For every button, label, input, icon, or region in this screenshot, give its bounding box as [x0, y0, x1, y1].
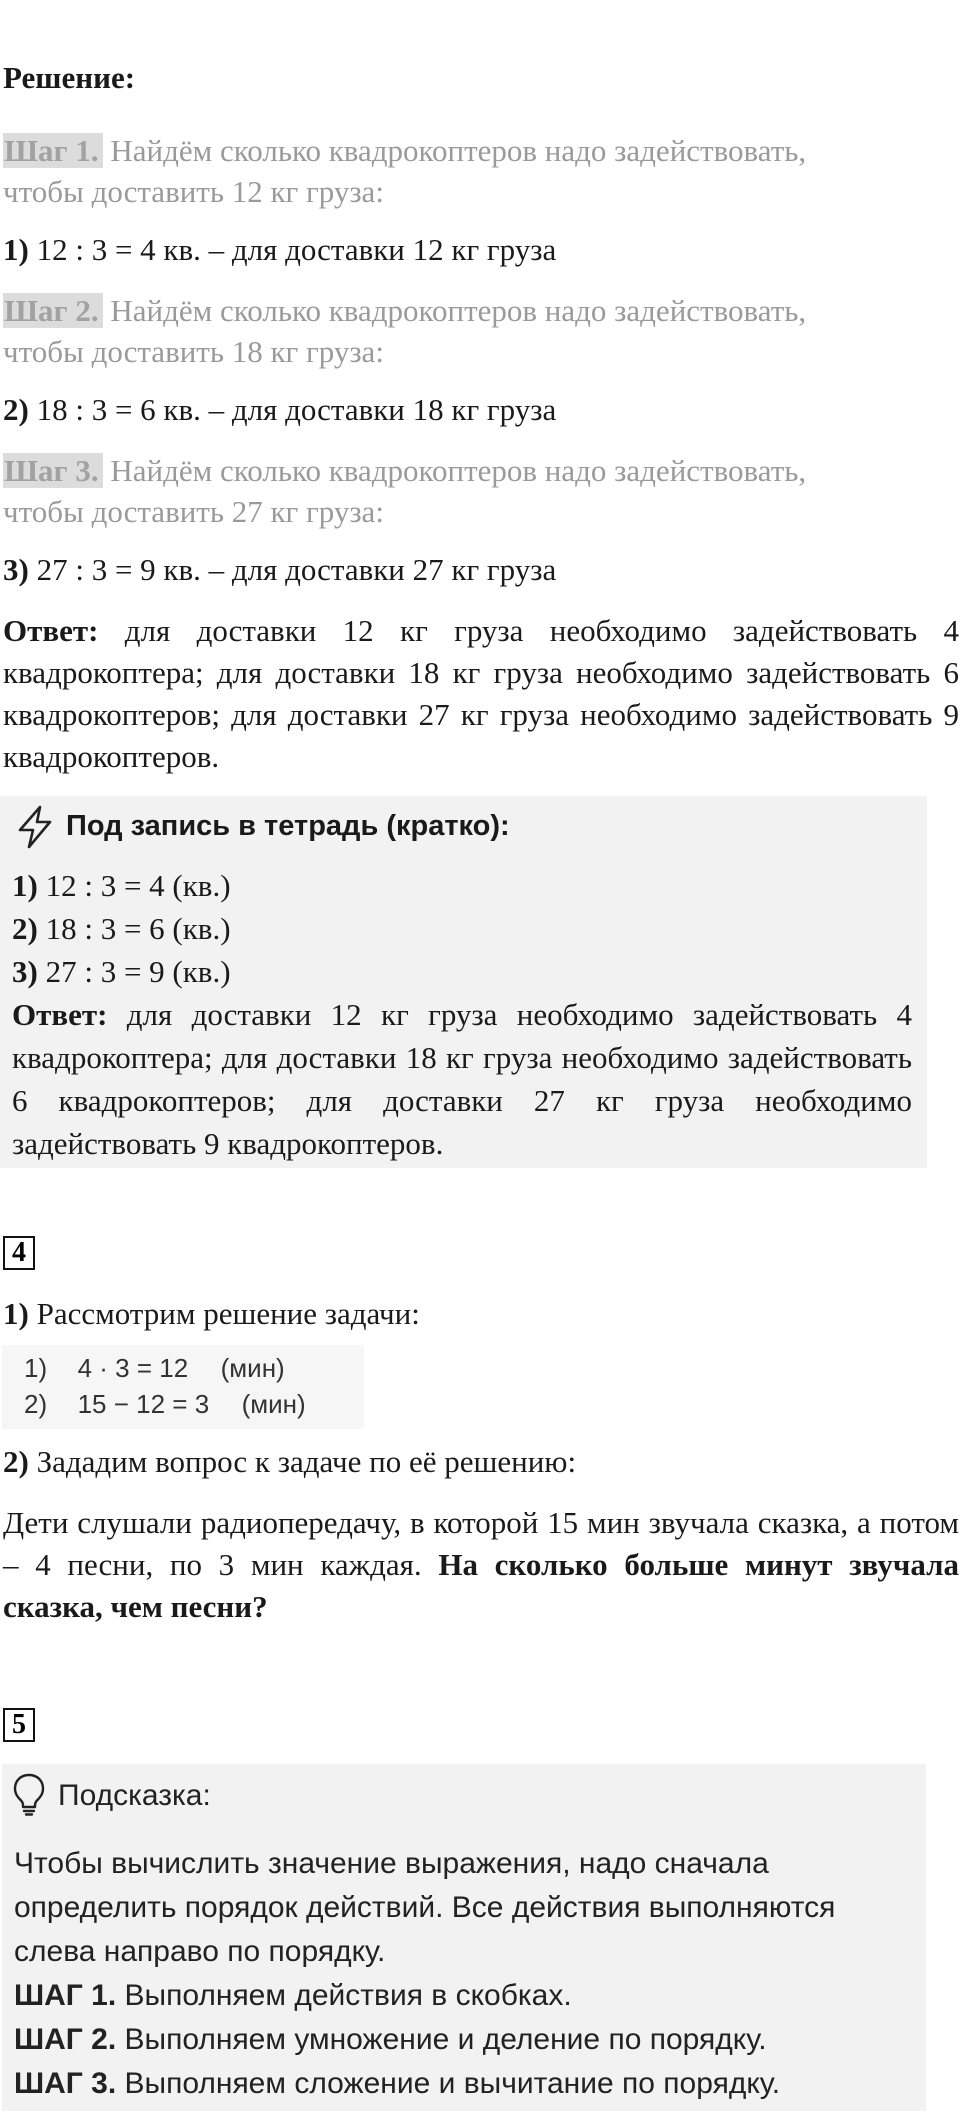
task-4-item-2-text: Зададим вопрос к задаче по её решению:: [28, 1444, 577, 1479]
step-1: [3, 130, 959, 172]
calc-3: [3, 550, 556, 590]
calc-1-num: 1): [3, 232, 29, 267]
task-4-item-1-num: 1): [3, 1296, 29, 1331]
hint-step-2-label: ШАГ 2.: [14, 2023, 117, 2056]
step-1-label: Шаг 1.: [3, 133, 103, 168]
hint-step-3-label: ШАГ 3.: [14, 2067, 117, 2100]
notebook-line-3: [12, 950, 231, 993]
hint-step-1: [14, 1974, 572, 2018]
hint-step-3-text: Выполняем сложение и вычитание по порядку.: [116, 2067, 781, 2100]
hint-step-2-text: Выполняем умножение и деление по порядку.: [116, 2023, 767, 2056]
notebook-line-1-text: 12 : 3 = 4 (кв.): [37, 868, 231, 903]
hint-box: [2, 1764, 926, 2111]
solution-image-line-1: [24, 1351, 285, 1385]
solution-image-line-1-expr: 4 · 3 = 12: [77, 1353, 189, 1383]
task-4-story: [3, 1502, 959, 1628]
solution-image-line-2-unit: (мин): [241, 1389, 306, 1419]
step-2-label: Шаг 2.: [3, 293, 103, 328]
hint-line-2: определить порядок действий. Все действия выполняются: [14, 1891, 836, 1924]
step-2-text-cont: чтобы доставить 18 кг груза:: [3, 334, 384, 369]
task-4-story-text: Дети слушали радиопередачу, в которой 15 мин звучала сказка, а потом – 4 песни, по 3 мин каждая.: [3, 1505, 959, 1582]
notebook-title: Под запись в тетрадь (кратко):: [66, 810, 510, 842]
calc-3-num: 3): [3, 552, 29, 587]
answer-label: Ответ:: [3, 613, 99, 648]
solution-heading: Решение:: [3, 60, 136, 95]
step-3-text-cont: чтобы доставить 27 кг груза:: [3, 494, 384, 529]
notebook-answer-label: Ответ:: [12, 997, 108, 1032]
solution-image-line-1-num: 1): [24, 1353, 48, 1383]
lightbulb-icon: [12, 1772, 46, 1816]
task-4-item-1-text: Рассмотрим решение задачи:: [28, 1296, 420, 1331]
step-2-text: Найдём сколько квадрокоптеров надо задействовать,: [110, 293, 807, 328]
notebook-line-3-num: 3): [12, 954, 38, 989]
step-3-label: Шаг 3.: [3, 453, 103, 488]
hint-line-1: Чтобы вычислить значение выражения, надо сначала: [14, 1847, 769, 1880]
solution-image-line-2-expr: 15 − 12 = 3: [77, 1389, 210, 1419]
notebook-line-2-num: 2): [12, 911, 38, 946]
notebook-box: [0, 796, 927, 1168]
lightning-icon: [12, 804, 58, 850]
calc-2-num: 2): [3, 392, 29, 427]
task-4-item-2-num: 2): [3, 1444, 29, 1479]
step-2: [3, 290, 959, 332]
hint-step-3: [14, 2062, 780, 2106]
task-4-number: 4: [3, 1236, 35, 1270]
calc-1-text: 12 : 3 = 4 кв. – для доставки 12 кг груза: [28, 232, 557, 267]
notebook-line-2-text: 18 : 3 = 6 (кв.): [37, 911, 231, 946]
task-4-question: На сколько больше минут звучала сказка, чем песни?: [3, 1547, 960, 1624]
task-4-item-2: [3, 1442, 576, 1482]
calc-1: [3, 230, 556, 270]
step-1-text-cont: чтобы доставить 12 кг груза:: [3, 174, 384, 209]
task-4-item-1: [3, 1294, 420, 1334]
hint-title: Подсказка:: [58, 1779, 211, 1812]
step-3-text: Найдём сколько квадрокоптеров надо задействовать,: [110, 453, 807, 488]
solution-image: [2, 1345, 364, 1429]
step-1-text: Найдём сколько квадрокоптеров надо задействовать,: [110, 133, 807, 168]
answer-text: для доставки 12 кг груза необходимо задействовать 4 квадрокоптера; для доставки 18 кг груза необходимо задействовать 6 квадрокоптеров; для доставки 27 кг груза необходимо задействовать 9 квадрокоптеров.: [3, 613, 959, 774]
step-3: [3, 450, 959, 492]
notebook-line-3-text: 27 : 3 = 9 (кв.): [37, 954, 231, 989]
calc-3-text: 27 : 3 = 9 кв. – для доставки 27 кг груза: [28, 552, 557, 587]
solution-image-line-2: [24, 1387, 306, 1421]
task-5-number: 5: [3, 1708, 35, 1742]
solution-image-line-2-num: 2): [24, 1389, 48, 1419]
hint-step-2: [14, 2018, 767, 2062]
notebook-line-1: [12, 864, 231, 907]
solution-image-line-1-unit: (мин): [220, 1353, 285, 1383]
notebook-line-1-num: 1): [12, 868, 38, 903]
hint-step-1-text: Выполняем действия в скобках.: [116, 1979, 572, 2012]
calc-2-text: 18 : 3 = 6 кв. – для доставки 18 кг груза: [28, 392, 557, 427]
hint-line-3: слева направо по порядку.: [14, 1935, 386, 1968]
hint-step-1-label: ШАГ 1.: [14, 1979, 117, 2012]
notebook-answer-text: для доставки 12 кг груза необходимо задействовать 4 квадрокоптера; для доставки 18 кг груза необходимо задействовать 6 квадрокоптеров; для доставки 27 кг груза необходимо задействовать 9 квадрокоптеров.: [12, 997, 912, 1161]
answer: [3, 610, 959, 778]
calc-2: [3, 390, 556, 430]
notebook-answer: [12, 993, 912, 1165]
notebook-line-2: [12, 907, 231, 950]
